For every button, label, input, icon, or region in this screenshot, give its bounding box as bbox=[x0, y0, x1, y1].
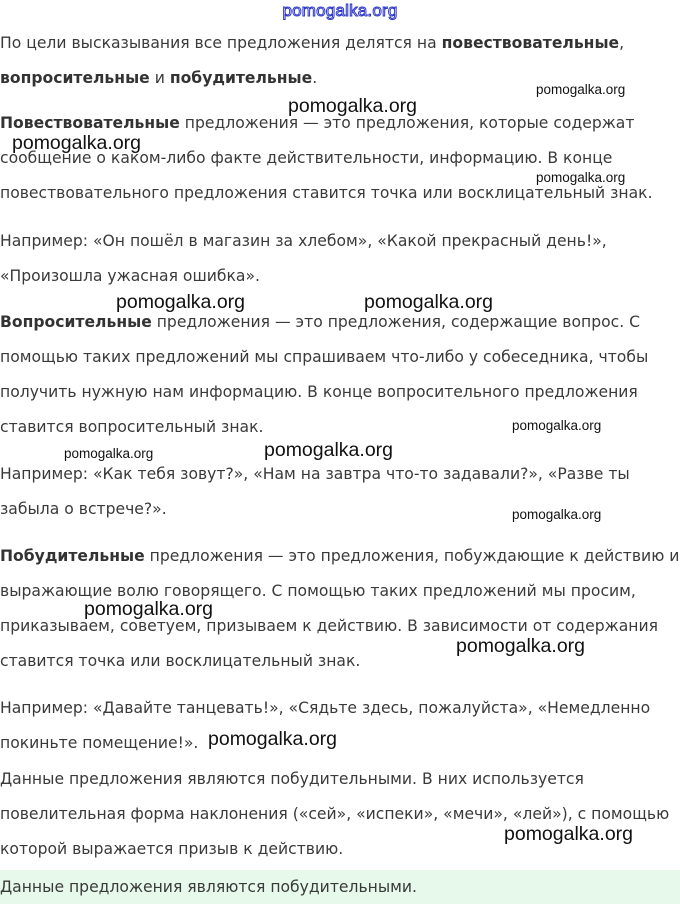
watermark: pomogalka.org bbox=[208, 728, 337, 750]
intro-text: и bbox=[149, 69, 170, 87]
term-narrative: повествовательные bbox=[441, 34, 620, 52]
intro-text: По цели высказывания все предложения делятся на bbox=[0, 34, 442, 52]
imperative-example: Например: «Давайте танцевать!», «Сядьте здесь, пожалуйста», «Немедленно покиньте помещение!». bbox=[0, 699, 651, 752]
narrative-example: Например: «Он пошёл в магазин за хлебом», «Какой прекрасный день!», «Произошла ужасная ошибка». bbox=[0, 232, 607, 285]
answer-highlight: Данные предложения являются побудительными. bbox=[0, 870, 680, 904]
site-watermark-header: pomogalka.org bbox=[282, 1, 398, 20]
watermark: pomogalka.org bbox=[512, 507, 602, 522]
watermark: pomogalka.org bbox=[264, 439, 393, 461]
interrogative-text: предложения — это предложения, содержащие вопрос. С помощью таких предложений мы спрашиваем что-либо у собеседника, чтобы получить нужную нам информацию. В конце вопросительного предложения ставится вопросительный знак. bbox=[0, 313, 649, 436]
intro-text: , bbox=[619, 34, 625, 52]
watermark: pomogalka.org bbox=[504, 823, 633, 845]
narrative-text: предложения — это предложения, которые содержат сообщение о каком-либо факте действительности, информацию. В конце повествовательного предложения ставится точка или восклицательный знак. bbox=[0, 114, 653, 202]
watermark: pomogalka.org bbox=[456, 635, 585, 657]
watermark: pomogalka.org bbox=[288, 95, 417, 117]
watermark: pomogalka.org bbox=[64, 446, 154, 461]
exercise-explanation: Данные предложения являются побудительными. В них используется повелительная форма наклонения («сей», «испеки», «мечи», «лей»), с помощью которой выражается призыв к действию. bbox=[0, 770, 670, 858]
imperative-text: предложения — это предложения, побуждающие к действию и выражающие волю говорящего. С помощью таких предложений мы просим, приказываем, советуем, призываем к действию. В зависимости от содержания ставится точка или восклицательный знак. bbox=[0, 547, 680, 670]
watermark: pomogalka.org bbox=[364, 291, 493, 313]
narrative-term: Повествовательные bbox=[0, 114, 180, 132]
watermark: pomogalka.org bbox=[536, 170, 626, 185]
term-interrogative: вопросительные bbox=[0, 69, 150, 87]
watermark: pomogalka.org bbox=[536, 82, 626, 97]
imperative-term: Побудительные bbox=[0, 547, 145, 565]
watermark: pomogalka.org bbox=[84, 598, 213, 620]
narrative-definition bbox=[0, 106, 680, 211]
watermark: pomogalka.org bbox=[12, 132, 141, 154]
watermark: pomogalka.org bbox=[512, 418, 602, 433]
watermark: pomogalka.org bbox=[116, 291, 245, 313]
term-imperative: побудительные bbox=[169, 69, 313, 87]
interrogative-example: Например: «Как тебя зовут?», «Нам на завтра что-то задавали?», «Разве ты забыла о встрече?». bbox=[0, 465, 630, 518]
interrogative-term: Вопросительные bbox=[0, 313, 152, 331]
intro-text: . bbox=[312, 69, 318, 87]
